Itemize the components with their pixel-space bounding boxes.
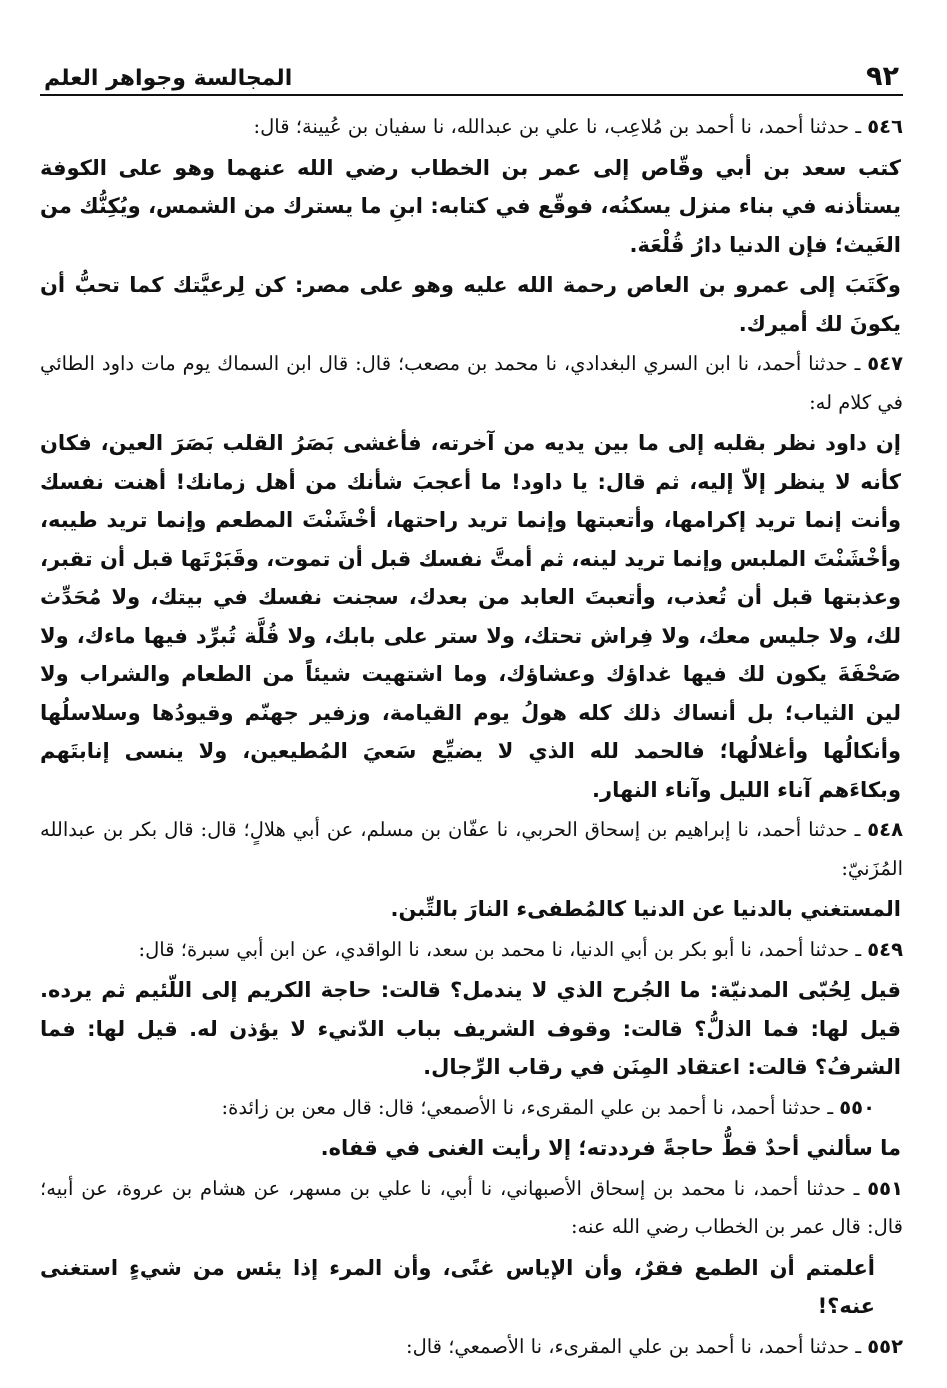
isnad-text: حدثنا أحمد، نا إبراهيم بن إسحاق الحربي، نا عفّان بن مسلم، عن أبي هلالٍ؛ قال: قال بكر بن عبدالله المُزَنيّ: [40, 818, 903, 880]
entry-text: أعلمتم أن الطمع فقرٌ، وأن الإياس غنًى، وأن المرء إذا يئس من شيءٍ استغنى عنه؟! [40, 1255, 875, 1318]
page-header [40, 56, 903, 96]
entry-isnad: ٥٤٨ ـ حدثنا أحمد، نا إبراهيم بن إسحاق الحربي، نا عفّان بن مسلم، عن أبي هلالٍ؛ قال: قال بكر بن عبدالله المُزَنيّ: [40, 818, 903, 880]
entry-text: وكَتَبَ إلى عمرو بن العاص رحمة الله عليه وهو على مصر: كن لِرعيَّتك كما تحبُّ أن يكونَ لك أميرك. [40, 273, 901, 336]
entry-number: ٥٤٧ [867, 352, 903, 375]
isnad-text: حدثنا أحمد، نا ابن السري البغدادي، نا محمد بن مصعب؛ قال: قال ابن السماك يوم مات داود الطائي في كلام له: [40, 352, 903, 414]
entry-text: إن داود نظر بقلبه إلى ما بين يديه من آخرته، فأغشى بَصَرُ القلب بَصَرَ العين، فكان كأنه لا ينظر إلاّ إليه، ثم قال: يا داود! ما أعجبَ شأنك من أهل زمانك! أهنت نفسك وأنت إنما تريد إكرامها، وأتعبتها وإنما تريد راحتها، أخْشَنْتَ المطعم وإنما تريد طيبه، وأخْشَنْتَ الملبس وإنما تريد لينه، ثم أمتَّ نفسك قبل أن تموت، وقَبَرْتَها قبل أن تقبر، وعذبتها قبل أن تُعذب، وأتعبتَ العابد من بعدك، سجنت نفسك في بيتك، ولا مُحَدِّث لك، ولا جليس معك، ولا فِراش تحتك، ولا ستر على بابك، ولا قُلَّة تُبرِّد فيها ماءك، ولا صَحْفَةَ يكون لك فيها غداؤك وعشاؤك، وما اشتهيت شيئاً من الطعام والشراب ولا لين الثياب؛ بل أنساك ذلك كله هولُ يوم القيامة، وزفير جهنّم وقيودُها وسلاسلُها وأنكالُها وأغلالُها؛ فالحمد لله الذي لا يضيِّع سَعيَ المُطيعين، ولا ينسى إنابتَهم وبكاءَهم آناء الليل وآناء النهار. [40, 431, 901, 802]
isnad-text: حدثنا أحمد، نا أحمد بن علي المقرىء، نا الأصمعي؛ قال: [406, 1334, 850, 1358]
entry-number: ٥٤٦ [867, 115, 903, 138]
entry-number: ٥٥١ [867, 1176, 903, 1200]
entry-isnad: ٥٤٧ ـ حدثنا أحمد، نا ابن السري البغدادي، نا محمد بن مصعب؛ قال: قال ابن السماك يوم مات داود الطائي في كلام له: [40, 352, 903, 414]
page-body [40, 108, 903, 1366]
entry-number: ٥٥٢ [867, 1334, 903, 1358]
isnad-text: حدثنا أحمد، نا أحمد بن علي المقرىء، نا الأصمعي؛ قال: قال معن بن زائدة: [221, 1095, 822, 1119]
entry-number: ٥٤٩ [867, 937, 903, 961]
entry-isnad: ٥٥٢ ـ حدثنا أحمد، نا أحمد بن علي المقرىء، نا الأصمعي؛ قال: [406, 1334, 903, 1358]
entry-number: ٥٤٨ [867, 818, 903, 841]
running-title: المجالسة وجواهر العلم [44, 66, 293, 91]
entry-number: ٥٥٠ [839, 1095, 875, 1119]
entry-text: ما سألني أحدٌ قطُّ حاجةً فرددته؛ إلا رأيت الغنى في قفاه. [320, 1136, 901, 1160]
isnad-text: حدثنا أحمد، نا أحمد بن مُلاعِب، نا علي بن عبدالله، نا سفيان بن عُيينة؛ قال: [253, 115, 850, 138]
entry-text: قيل لِحُبّى المدنيّة: ما الجُرح الذي لا يندمل؟ قالت: حاجة الكريم إلى اللّئيم ثم يرده. قيل لها: فما الذلُّ؟ قالت: وقوف الشريف بباب الدّنيء لا يؤذن له. قيل لها: فما الشرفُ؟ قالت: اعتقاد المِنَن في رقاب الرِّجال. [40, 978, 901, 1079]
entry-text: كتب سعد بن أبي وقّاص إلى عمر بن الخطاب رضي الله عنهما وهو على الكوفة يستأذنه في بناء منزل يسكنُه، فوقّع في كتابه: ابنِ ما يسترك من الشمس، ويُكِنُّك من الغَيث؛ فإن الدنيا دارُ قُلْعَة. [40, 155, 901, 257]
entry-isnad: ٥٤٩ ـ حدثنا أحمد، نا أبو بكر بن أبي الدنيا، نا محمد بن سعد، نا الواقدي، عن ابن أبي سبرة؛ قال: [138, 937, 903, 961]
page-number: ٩٢ [866, 61, 899, 92]
entry-isnad: ٥٤٦ ـ حدثنا أحمد، نا أحمد بن مُلاعِب، نا علي بن عبدالله، نا سفيان بن عُيينة؛ قال: [253, 115, 903, 138]
isnad-text: حدثنا أحمد، نا محمد بن إسحاق الأصبهاني، نا أبي، نا علي بن مسهر، عن هشام بن عروة، عن أبيه؛ قال: قال عمر بن الخطاب رضي الله عنه: [40, 1176, 903, 1238]
entry-isnad: ٥٥٠ ـ حدثنا أحمد، نا أحمد بن علي المقرىء، نا الأصمعي؛ قال: قال معن بن زائدة: [221, 1095, 875, 1119]
entry-text: المستغني بالدنيا عن الدنيا كالمُطفىء النارَ بالتِّبن. [390, 897, 901, 921]
entry-isnad: ٥٥١ ـ حدثنا أحمد، نا محمد بن إسحاق الأصبهاني، نا أبي، نا علي بن مسهر، عن هشام بن عروة، عن أبيه؛ قال: قال عمر بن الخطاب رضي الله عنه: [40, 1176, 903, 1238]
isnad-text: حدثنا أحمد، نا أبو بكر بن أبي الدنيا، نا محمد بن سعد، نا الواقدي، عن ابن أبي سبرة؛ قال: [138, 937, 850, 961]
